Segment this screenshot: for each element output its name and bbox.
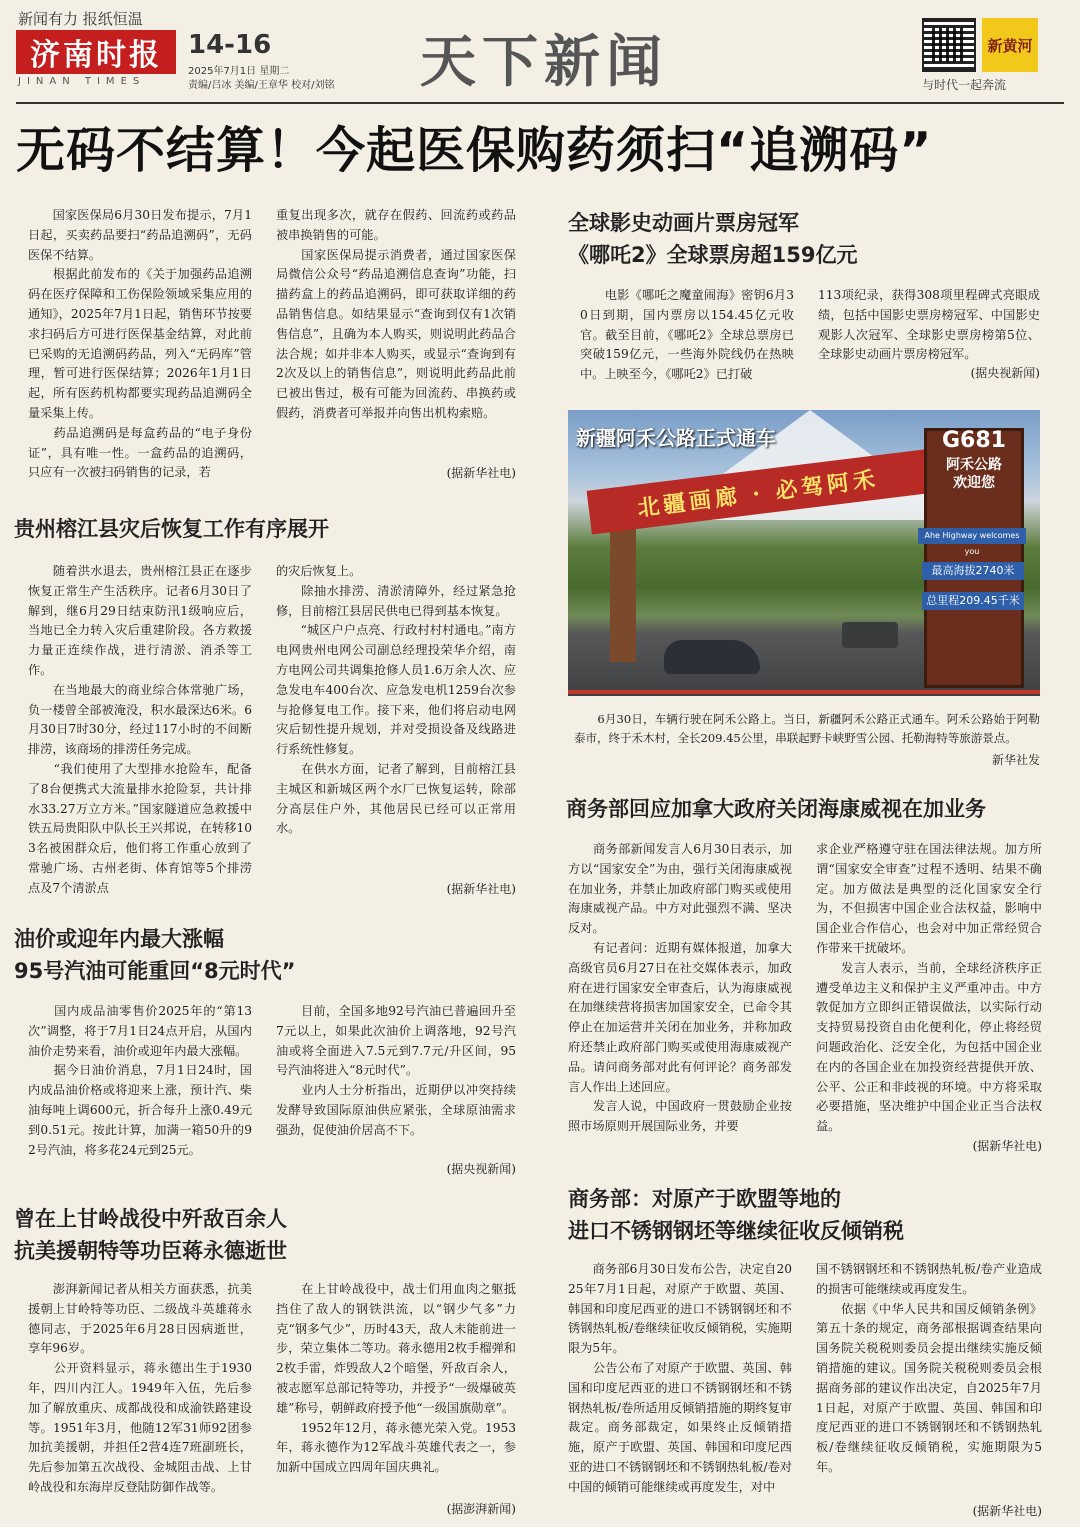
oil-headline-line2: 95号汽油可能重回“8元时代”	[14, 959, 296, 983]
arch-banner: 北疆画廊 · 必驾阿禾	[587, 449, 930, 534]
jiang-headline-line1: 曾在上甘岭战役中歼敌百余人	[14, 1207, 287, 1231]
sign-welcome: 阿禾公路 欢迎您	[946, 457, 1002, 491]
masthead-slogan: 新闻有力 报纸恒温	[18, 10, 143, 28]
arch-pillar	[610, 512, 636, 662]
jiang-article-col2: 在上甘岭战役中，战士们用血肉之躯抵挡住了敌人的钢铁洪流，以“钢少气多”力克“钢多气少”，历时43天，敌人未能前进一步，荣立集体二等功。蒋永德用2枚手榴弹和2枚手雷，炸毁敌人2个暗堡，歼敌百余人，被志愿军总部记特等功，并授予“一级爆破英雄”称号，朝鲜政府授予他“一级国旗勋章”。 1952年12月，蒋永德光荣入党。1953年，蒋永德作为12军战斗英雄代表之一，参加新中国成立四周年国庆典礼。	[276, 1282, 516, 1475]
photo-title: 新疆阿禾公路正式通车	[576, 426, 776, 450]
sign-length: 总里程209.45千米	[922, 592, 1024, 610]
car-shape	[664, 640, 760, 674]
xinhuanghe-logo: 新黄河	[982, 18, 1038, 72]
canada-article-col1: 商务部新闻发言人6月30日表示，加方以“国家安全”为由，强行关闭海康威视在加业务，并禁止加政府部门购买或使用海康威视产品。中方对此强烈不满、坚决反对。 有记者问：近期有媒体报道，加拿大高级官员6月27日在社交媒体表示，加政府在进行国家安全审查后，认为海康威视在加继续营将损害加国家安全，已命令其停止在加运营并关闭在加业务，并称加政府还禁止政府部门购买或使用海康威视产品。请问商务部对此有何评论？商务部发言人作出上述回应。 发言人说，中国政府一贯鼓励企业按照市场原则开展国际业务，并要	[568, 842, 792, 1134]
jeep-shape	[842, 622, 898, 648]
nezha-headline-line2: 《哪吒2》全球票房超159亿元	[568, 243, 858, 267]
canada-source: (据新华社电)	[972, 1139, 1042, 1153]
lead-headline: 无码不结算！今起医保购药须扫“追溯码”	[16, 122, 933, 179]
lead-article-col2: 重复出现多次，就存在假药、回流药或药品被串换销售的可能。 国家医保局提示消费者，通过国家医保局微信公众号“药品追溯信息查询”功能，扫描药盒上的药品追溯码，即可获取详细的药品销售信息。如结果显示“查询到仅有1次销售信息”，且确为本人购买，则说明此药品合法合规；如并非本人购买，或显示“查询到有2次及以上的销售信息”，则说明此药品此前已被出售过，极有可能为回流药、串换药或假药，消费者可举报并向售出机构索赔。	[276, 208, 516, 420]
issue-date: 2025年7月1日 星期二	[188, 66, 290, 77]
masthead-divider	[16, 102, 1064, 104]
qr-code-icon	[922, 18, 976, 72]
sign-english: Ahe Highway welcomes you	[918, 528, 1026, 544]
oil-headline-line1: 油价或迎年内最大涨幅	[14, 927, 224, 951]
steel-source: (据新华社电)	[972, 1504, 1042, 1518]
canada-headline: 商务部回应加拿大政府关闭海康威视在加业务	[566, 797, 986, 821]
guizhou-source: (据新华社电)	[446, 882, 516, 896]
lead-source: (据新华社电)	[446, 466, 516, 480]
page-range: 14-16	[188, 30, 272, 60]
photo-credit: 新华社发	[991, 753, 1040, 767]
brand-tagline: 与时代一起奔流	[922, 78, 1007, 92]
editor-credits: 责编/吕冰 美编/王章华 校对/刘铭	[188, 80, 335, 91]
lead-article-col1: 国家医保局6月30日发布提示，7月1日起，买卖药品要扫“药品追溯码”，无码医保不结算。 根据此前发布的《关于加强药品追溯码在医疗保障和工伤保险领域采集应用的通知》，2025年7月1日起，销售环节按要求扫码后方可进行医保基金结算，对此前已采购的无追溯码药品，列入“无码库”管理，暂可进行医保结算；2026年1月1日起，所有医药机构都要实现药品追溯码全量采集上传。 药品追溯码是每盒药品的“电子身份证”，具有唯一性。一盒药品的追溯码，只应有一次被扫码销售的记录，若	[28, 208, 252, 480]
oil-article-col1: 国内成品油零售价2025年的“第13次”调整，将于7月1日24点开启，从国内油价走势来看，油价或迎年内最大涨幅。 据今日油价消息，7月1日24时，国内成品油价格或将迎来上涨，预计汽、柴油每吨上调600元，折合每升上涨0.49元到0.51元。按此计算，加满一箱50升的92号汽油，将多花24元到25元。	[28, 1004, 252, 1157]
jiang-source: (据澎湃新闻)	[446, 1502, 516, 1516]
newspaper-logo: 济南时报	[16, 30, 176, 74]
canada-article-col2: 求企业严格遵守驻在国法律法规。加方所谓“国家安全审查”过程不透明、结果不确定。加方做法是典型的泛化国家安全行为，不但损害中国企业合法权益，影响中国企业合作信心，也会对中加正常经贸合作带来干扰破坏。 发言人表示，当前，全球经济秩序正遭受单边主义和保护主义严重冲击。中方敦促加方立即纠正错误做法，以实际行动支持贸易投资自由化便利化，停止将经贸问题政治化、泛安全化，为包括中国企业在内的各国企业在加投资经营提供开放、公平、公正和非歧视的环境。中方将采取必要措施，坚决维护中国企业正当合法权益。	[816, 842, 1042, 1134]
newspaper-logo-english: JINAN TIMES	[18, 76, 146, 87]
steel-article-col1: 商务部6月30日发布公告，决定自2025年7月1日起，对原产于欧盟、英国、韩国和印度尼西亚的进口不锈钢钢坯和不锈钢热轧板/卷继续征收反倾销税，实施期限为5年。 公告公布了对原产于欧盟、英国、韩国和印度尼西亚的进口不锈钢钢坯和不锈钢热轧板/卷所适用反倾销措施的期终复审裁定。商务部裁定，如果终止反倾销措施，原产于欧盟、英国、韩国和印度尼西亚的进口不锈钢钢坯和不锈钢热轧板/卷对中国的倾销可能继续或再度发生，对中	[568, 1262, 792, 1494]
oil-source: (据央视新闻)	[446, 1162, 516, 1176]
nezha-article-col1: 电影《哪吒之魔童闹海》密钥6月30日到期，国内票房以154.45亿元收官。截至目前，《哪吒2》全球总票房已突破159亿元，一些海外院线仍在热映中。上映至今，《哪吒2》已打破	[580, 288, 794, 382]
road-edge	[568, 690, 1040, 694]
jiang-headline-line2: 抗美援朝特等功臣蒋永德逝世	[14, 1239, 287, 1263]
guizhou-article-col2: 的灾后恢复上。 除抽水排涝、清淤清障外，经过紧急抢修，目前榕江县居民供电已得到基本恢复。 “城区户户点亮、行政村村村通电。”南方电网贵州电网公司副总经理投荣华介绍，南方电网公司共调集抢修人员1.6万余人次、应急发电车400台次、应急发电机1259台次参与抢修复电工作。接下来，他们将启动电网灾后韧性提升规划，并对受损设备及线路进行系统性修复。 在供水方面，记者了解到，目前榕江县主城区和新城区两个水厂已恢复运转，除部分高层住户外，其他居民已经可以正常用水。	[276, 564, 516, 836]
steel-headline-line1: 商务部：对原产于欧盟等地的	[568, 1187, 841, 1211]
sign-route-code: G681	[942, 428, 1006, 453]
section-title: 天下新闻	[420, 30, 668, 95]
guizhou-headline: 贵州榕江县灾后恢复工作有序展开	[14, 517, 329, 541]
steel-headline-line2: 进口不锈钢钢坯等继续征收反倾销税	[568, 1219, 904, 1243]
nezha-headline-line1: 全球影史动画片票房冠军	[568, 211, 799, 235]
oil-article-col2: 目前，全国多地92号汽油已普遍回升至7元以上，如果此次油价上调落地，92号汽油或将全面进入7.5元到7.7元/升区间，95号汽油将进入“8元时代”。 业内人士分析指出，近期伊以冲突持续发酵导致国际原油供应紧张，全球原油需求强劲，促使油价居高不下。	[276, 1004, 516, 1137]
photo-caption: 6月30日，车辆行驶在阿禾公路上。当日，新疆阿禾公路正式通车。阿禾公路始于阿勒泰市，终于禾木村，全长209.45公里，串联起野卡峡野雪公园、托勒海特等旅游景点。	[574, 712, 1040, 745]
sign-altitude: 最高海拔2740米	[922, 562, 1024, 580]
guizhou-article-col1: 随着洪水退去，贵州榕江县正在逐步恢复正常生产生活秩序。记者6月30日了解到，继6月29日结束防汛1级响应后，当地已全力转入灾后重建阶段。各方救援力量正连续作战，进行清淤、消杀等工作。 在当地最大的商业综合体常驰广场，负一楼曾全部被淹没，积水最深达6米。6月30日7时30分，经过117小时的不间断排涝，该商场的排涝任务完成。 “我们使用了大型排水抢险车，配备了8台便携式大流量排水抢险泵，共计排水33.27万立方米。”国家隧道应急救援中铁五局贵阳队中队长王兴邦说，在转移103名被困群众后，他们将工作重心放到了常驰广场、古州老街、体育馆等5个排涝点及7个清淤点	[28, 564, 252, 895]
nezha-article-col2: 113项纪录，获得308项里程碑式亮眼成绩，包括中国影史票房榜冠军、中国影史观影人次冠军、全球影史票房榜第5位、全球影史动画片票房榜冠军。	[818, 288, 1040, 362]
nezha-source: (据央视新闻)	[970, 366, 1040, 380]
steel-article-col2: 国不锈钢钢坯和不锈钢热轧板/卷产业造成的损害可能继续或再度发生。 依据《中华人民共和国反倾销条例》第五十条的规定，商务部根据调查结果向国务院关税税则委员会提出继续实施反倾销措施的建议。国务院关税税则委员会根据商务部的建议作出决定，自2025年7月1日起，对原产于欧盟、英国、韩国和印度尼西亚的进口不锈钢钢坯和不锈钢热轧板/卷继续征收反倾销税，实施期限为5年。	[816, 1262, 1042, 1474]
jiang-article-col1: 澎湃新闻记者从相关方面获悉，抗美援朝上甘岭特等功臣、二级战斗英雄蒋永德同志，于2025年6月28日因病逝世，享年96岁。 公开资料显示，蒋永德出生于1930年，四川内江人。1949年入伍，先后参加了解放重庆、成都战役和成渝铁路建设等。1951年3月，他随12军31师92团参加抗美援朝，并担任2营4连7班副班长，先后参加第五次战役、金城阻击战、上甘岭战役和东海岸反登陆防御作战等。	[28, 1282, 252, 1494]
